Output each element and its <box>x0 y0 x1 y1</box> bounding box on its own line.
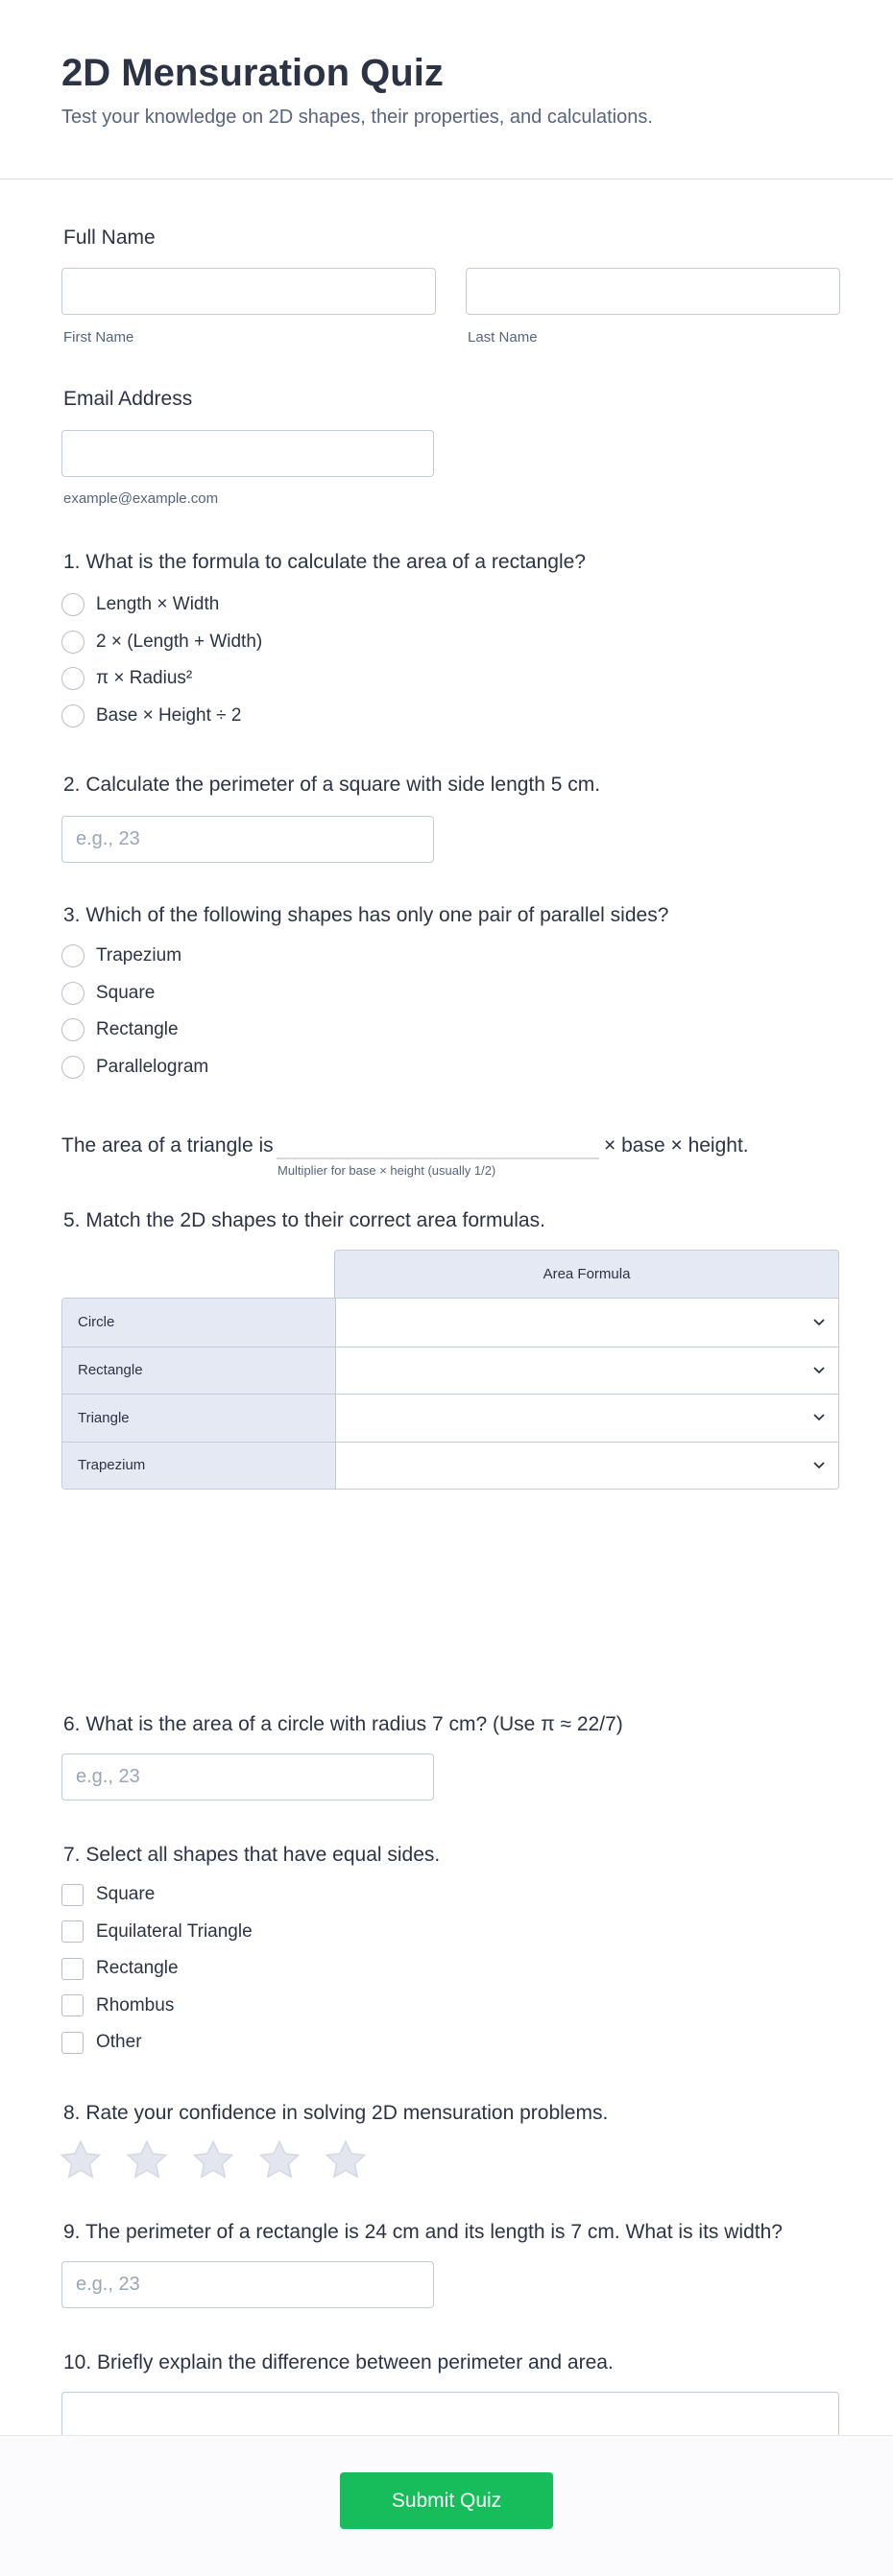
submit-button[interactable]: Submit Quiz <box>340 2472 553 2529</box>
first-name-input[interactable] <box>61 268 436 315</box>
matrix-dropdown[interactable] <box>335 1395 838 1442</box>
q3-option[interactable]: Square <box>61 975 208 1013</box>
checkbox[interactable] <box>61 1958 84 1980</box>
matrix-row-label: Circle <box>62 1299 335 1347</box>
matrix-dropdown[interactable] <box>335 1348 838 1395</box>
checkbox[interactable] <box>61 1884 84 1906</box>
email-label: Email Address <box>63 388 193 410</box>
q5-matrix <box>61 1250 839 1490</box>
radio-button[interactable] <box>61 704 84 727</box>
star-icon[interactable] <box>59 2138 103 2182</box>
q3-option[interactable]: Rectangle <box>61 1012 208 1049</box>
radio-button[interactable] <box>61 593 84 616</box>
radio-button[interactable] <box>61 631 84 654</box>
q4-sublabel: Multiplier for base × height (usually 1/2) <box>278 1163 496 1178</box>
q4-text-after: × base × height. <box>604 1134 749 1157</box>
q2-answer-input[interactable]: e.g., 23 <box>61 816 434 863</box>
q3-option[interactable]: Trapezium <box>61 938 208 975</box>
star-rating <box>59 2138 390 2182</box>
page-title: 2D Mensuration Quiz <box>61 52 444 94</box>
q10-label: 10. Briefly explain the difference between perimeter and area. <box>63 2351 614 2373</box>
matrix-row <box>62 1394 838 1442</box>
matrix-column-header: Area Formula <box>334 1250 839 1298</box>
q3-options <box>61 938 208 1085</box>
q6-answer-input[interactable]: e.g., 23 <box>61 1753 434 1801</box>
matrix-header-row <box>61 1250 839 1298</box>
checkbox[interactable] <box>61 2032 84 2054</box>
checkbox[interactable] <box>61 1994 84 2016</box>
first-name-sublabel: First Name <box>63 329 134 346</box>
q4-blank-input[interactable] <box>277 1157 599 1159</box>
star-icon[interactable] <box>191 2138 235 2182</box>
email-input[interactable] <box>61 430 434 477</box>
chevron-down-icon <box>813 1367 825 1374</box>
q6-label: 6. What is the area of a circle with radius 7 cm? (Use π ≈ 22/7) <box>63 1713 623 1735</box>
star-icon[interactable] <box>257 2138 302 2182</box>
q7-option[interactable]: Square <box>61 1876 253 1914</box>
q1-option[interactable]: 2 × (Length + Width) <box>61 624 262 661</box>
matrix-row-label: Triangle <box>62 1395 335 1442</box>
radio-button[interactable] <box>61 667 84 690</box>
star-icon[interactable] <box>324 2138 368 2182</box>
matrix-dropdown[interactable] <box>335 1443 838 1490</box>
q1-label: 1. What is the formula to calculate the area of a rectangle? <box>63 551 586 573</box>
last-name-sublabel: Last Name <box>468 329 538 346</box>
q7-option[interactable]: Equilateral Triangle <box>61 1914 253 1951</box>
q7-option[interactable]: Other <box>61 2024 253 2062</box>
star-icon[interactable] <box>125 2138 169 2182</box>
q3-label: 3. Which of the following shapes has only one pair of parallel sides? <box>63 904 669 926</box>
q4-text-before: The area of a triangle is <box>61 1134 274 1157</box>
full-name-label: Full Name <box>63 227 156 249</box>
matrix-dropdown[interactable] <box>335 1299 838 1347</box>
matrix-row <box>62 1299 838 1347</box>
q1-option[interactable]: Length × Width <box>61 586 262 624</box>
radio-button[interactable] <box>61 1056 84 1079</box>
form-header <box>0 0 893 179</box>
q8-label: 8. Rate your confidence in solving 2D mensuration problems. <box>63 2102 609 2124</box>
q7-label: 7. Select all shapes that have equal sides. <box>63 1844 441 1866</box>
radio-button[interactable] <box>61 944 84 967</box>
radio-button[interactable] <box>61 1018 84 1041</box>
matrix-row-label: Trapezium <box>62 1443 335 1490</box>
quiz-form <box>0 179 893 2575</box>
matrix-row-label: Rectangle <box>62 1348 335 1395</box>
q1-options <box>61 586 262 734</box>
q7-options <box>61 1876 253 2062</box>
q5-label: 5. Match the 2D shapes to their correct area formulas. <box>63 1209 545 1231</box>
matrix-row <box>62 1347 838 1395</box>
matrix-body <box>61 1298 839 1490</box>
q7-option[interactable]: Rhombus <box>61 1988 253 2025</box>
chevron-down-icon <box>813 1319 825 1326</box>
q1-option[interactable]: Base × Height ÷ 2 <box>61 698 262 735</box>
last-name-input[interactable] <box>466 268 840 315</box>
checkbox[interactable] <box>61 1920 84 1943</box>
q9-answer-input[interactable]: e.g., 23 <box>61 2261 434 2308</box>
email-sublabel: example@example.com <box>63 490 219 507</box>
chevron-down-icon <box>813 1462 825 1469</box>
q9-label: 9. The perimeter of a rectangle is 24 cm and its length is 7 cm. What is its width? <box>63 2221 783 2243</box>
form-footer <box>0 2435 893 2576</box>
matrix-row <box>62 1442 838 1490</box>
page-subtitle: Test your knowledge on 2D shapes, their properties, and calculations. <box>61 107 653 128</box>
q3-option[interactable]: Parallelogram <box>61 1049 208 1086</box>
q1-option[interactable]: π × Radius² <box>61 660 262 698</box>
chevron-down-icon <box>813 1414 825 1421</box>
q2-label: 2. Calculate the perimeter of a square with side length 5 cm. <box>63 774 601 796</box>
radio-button[interactable] <box>61 982 84 1005</box>
q7-option[interactable]: Rectangle <box>61 1950 253 1988</box>
